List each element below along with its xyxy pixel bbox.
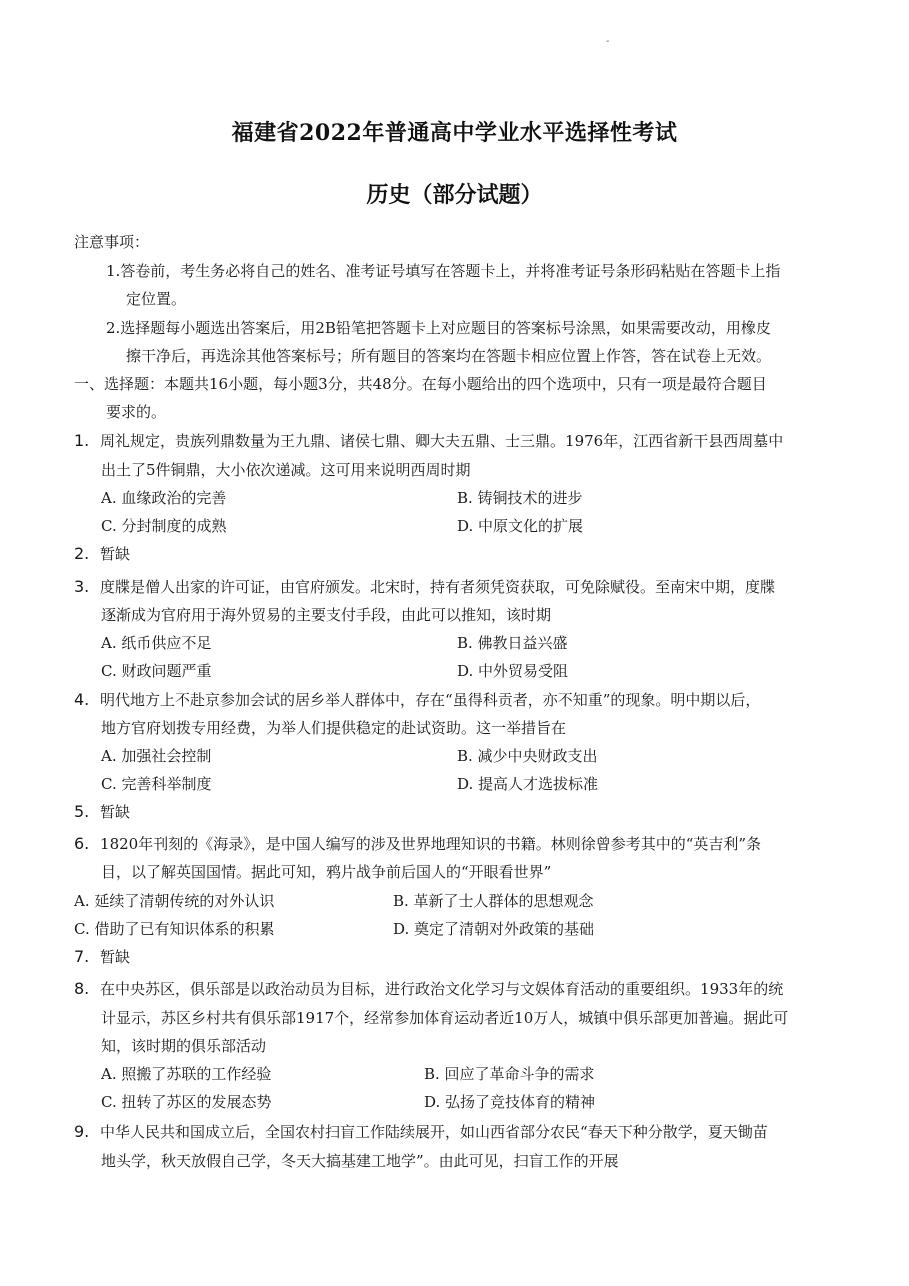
question-number: 4. [74, 690, 90, 709]
q8-option-c[interactable]: C. 扭转了苏区的发展态势 [101, 1093, 272, 1111]
q4-option-c[interactable]: C. 完善科举制度 [101, 775, 212, 793]
question-text: 中华人民共和国成立后，全国农村扫盲工作陆续展开，如山西省部分农民“春天下种分散学，夏天锄苗 [100, 1123, 768, 1141]
question-2 [74, 544, 130, 564]
question-5 [74, 802, 130, 822]
question-text: 暂缺 [100, 803, 131, 821]
question-number: 5. [74, 802, 90, 821]
question-text: 暂缺 [100, 948, 131, 966]
exam-title: 福建省2022年普通高中学业水平选择性考试 [231, 120, 678, 146]
question-9-cont: 地头学，秋天放假自己学，冬天大搞基建工地学”。由此可见，扫盲工作的开展 [101, 1152, 619, 1170]
question-6-cont: 目，以了解英国国情。据此可知，鸦片战争前后国人的“开眼看世界” [101, 863, 552, 881]
question-number: 2. [74, 544, 90, 563]
question-number: 3. [74, 577, 90, 596]
question-8 [74, 979, 783, 999]
question-6 [74, 834, 761, 854]
question-text: 周礼规定，贵族列鼎数量为王九鼎、诸侯七鼎、卿大夫五鼎、士三鼎。1976年，江西省新干县西周墓中 [100, 432, 784, 450]
question-9 [74, 1122, 768, 1142]
question-8-cont-2: 知，该时期的俱乐部活动 [101, 1037, 267, 1055]
q3-option-b[interactable]: B. 佛教日益兴盛 [457, 634, 568, 652]
question-text: 明代地方上不赴京参加会试的居乡举人群体中，存在“虽得科贡者，亦不知重”的现象。明中期以后， [100, 691, 761, 709]
question-1 [74, 431, 783, 451]
section-instruction: 一、选择题：本题共16小题，每小题3分，共48分。在每小题给出的四个选项中，只有一项是最符合题目 [74, 375, 767, 393]
question-text: 1820年刊刻的《海录》，是中国人编写的涉及世界地理知识的书籍。林则徐曾参考其中的“英吉利”条 [100, 835, 762, 853]
q1-option-b[interactable]: B. 铸铜技术的进步 [457, 489, 583, 507]
notice-item-1-cont: 定位置。 [126, 290, 187, 308]
q4-option-a[interactable]: A. 加强社会控制 [101, 747, 212, 765]
q3-option-c[interactable]: C. 财政问题严重 [101, 662, 212, 680]
q6-option-d[interactable]: D. 奠定了清朝对外政策的基础 [393, 920, 595, 938]
question-1-cont: 出土了5件铜鼎，大小依次递减。这可用来说明西周时期 [101, 461, 471, 479]
question-number: 6. [74, 834, 90, 853]
notice-item-1: 1.答卷前，考生务必将自己的姓名、准考证号填写在答题卡上，并将准考证号条形码粘贴在答题卡上指 [106, 262, 781, 280]
q3-option-d[interactable]: D. 中外贸易受阻 [457, 662, 569, 680]
question-8-cont: 计显示，苏区乡村共有俱乐部1917个，经常参加体育运动者近10万人，城镇中俱乐部更加普遍。据此可 [101, 1009, 789, 1027]
q1-option-d[interactable]: D. 中原文化的扩展 [457, 517, 584, 535]
q8-option-d[interactable]: D. 弘扬了竞技体育的精神 [424, 1093, 596, 1111]
q6-option-b[interactable]: B. 革新了士人群体的思想观念 [393, 892, 594, 910]
question-3-cont: 逐渐成为官府用于海外贸易的主要支付手段，由此可以推知，该时期 [101, 606, 552, 624]
notice-heading: 注意事项： [74, 233, 150, 251]
q6-option-c[interactable]: C. 借助了已有知识体系的积累 [74, 920, 275, 938]
q3-option-a[interactable]: A. 纸币供应不足 [101, 634, 212, 652]
q1-option-c[interactable]: C. 分封制度的成熟 [101, 517, 227, 535]
q8-option-b[interactable]: B. 回应了革命斗争的需求 [424, 1065, 595, 1083]
question-number: 7. [74, 947, 90, 966]
q8-option-a[interactable]: A. 照搬了苏联的工作经验 [101, 1065, 272, 1083]
q4-option-d[interactable]: D. 提高人才选拔标准 [457, 775, 599, 793]
question-text: 在中央苏区，俱乐部是以政治动员为目标，进行政治文化学习与文娱体育活动的重要组织。1933年的统 [100, 980, 784, 998]
notice-item-2-cont: 擦干净后，再选涂其他答案标号；所有题目的答案均在答题卡相应位置上作答，答在试卷上无效。 [126, 347, 772, 365]
q1-option-a[interactable]: A. 血缘政治的完善 [101, 489, 227, 507]
question-7 [74, 947, 130, 967]
question-4 [74, 690, 760, 710]
header-mark: - [606, 36, 610, 47]
question-number: 1. [74, 431, 90, 450]
question-text: 度牒是僧人出家的许可证，由官府颁发。北宋时，持有者须凭资获取，可免除赋役。至南宋中期，度牒 [100, 578, 776, 596]
question-number: 9. [74, 1122, 90, 1141]
question-4-cont: 地方官府划拨专用经费，为举人们提供稳定的赴试资助。这一举措旨在 [101, 719, 567, 737]
section-instruction-cont: 要求的。 [106, 403, 167, 421]
question-text: 暂缺 [100, 545, 131, 563]
notice-item-2: 2.选择题每小题选出答案后，用2B铅笔把答题卡上对应题目的答案标号涂黑，如果需要改动，用橡皮 [106, 319, 771, 337]
question-3 [74, 577, 775, 597]
q6-option-a[interactable]: A. 延续了清朝传统的对外认识 [74, 892, 275, 910]
question-number: 8. [74, 979, 90, 998]
q4-option-b[interactable]: B. 减少中央财政支出 [457, 747, 598, 765]
exam-subtitle: 历史（部分试题） [366, 182, 543, 208]
